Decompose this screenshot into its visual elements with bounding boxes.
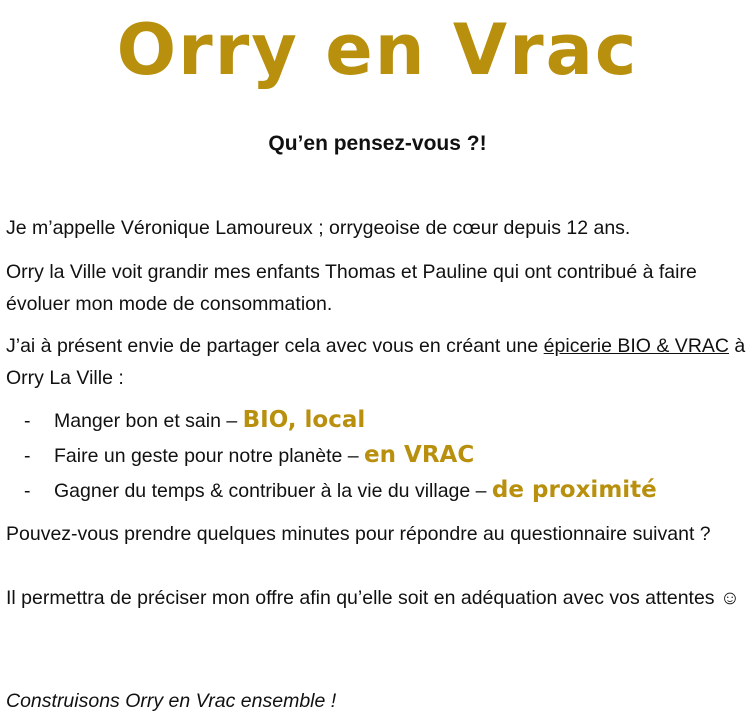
list-item-highlight: de proximité <box>491 477 657 503</box>
intro-paragraph: Je m’appelle Véronique Lamoureux ; orrygeoise de cœur depuis 12 ans. <box>6 217 631 239</box>
list-item-highlight: BIO, local <box>242 407 366 433</box>
list-item: - Faire un geste pour notre planète – en VRAC <box>24 442 475 468</box>
closing-line: Construisons Orry en Vrac ensemble ! <box>6 690 337 712</box>
list-item: - Gagner du temps & contribuer à la vie du village – de proximité <box>24 477 657 503</box>
goals-list <box>24 403 657 508</box>
list-item-text: Manger bon et sain – <box>54 410 243 432</box>
list-item: - Manger bon et sain – BIO, local <box>24 407 366 433</box>
project-text-after: à Orry La Ville : <box>6 335 746 389</box>
project-link: épicerie BIO & VRAC <box>543 335 729 357</box>
list-item-text: Faire un geste pour notre planète – <box>54 445 365 467</box>
family-paragraph: Orry la Ville voit grandir mes enfants Thomas et Pauline qui ont contribué à faire évoluer mon mode de consommation. <box>6 261 697 315</box>
logo: Orry en Vrac <box>116 9 639 91</box>
project-paragraph <box>6 330 748 394</box>
list-item-text: Gagner du temps & contribuer à la vie du village – <box>54 480 492 502</box>
project-text-before: J’ai à présent envie de partager cela avec vous en créant une <box>6 335 544 357</box>
page-subtitle: Qu’en pensez-vous ?! <box>268 132 487 155</box>
list-item-highlight: en VRAC <box>364 442 475 468</box>
question-paragraph: Pouvez-vous prendre quelques minutes pour répondre au questionnaire suivant ? <box>6 523 711 545</box>
offer-paragraph: Il permettra de préciser mon offre afin qu’elle soit en adéquation avec vos attentes ☺ <box>6 587 740 609</box>
